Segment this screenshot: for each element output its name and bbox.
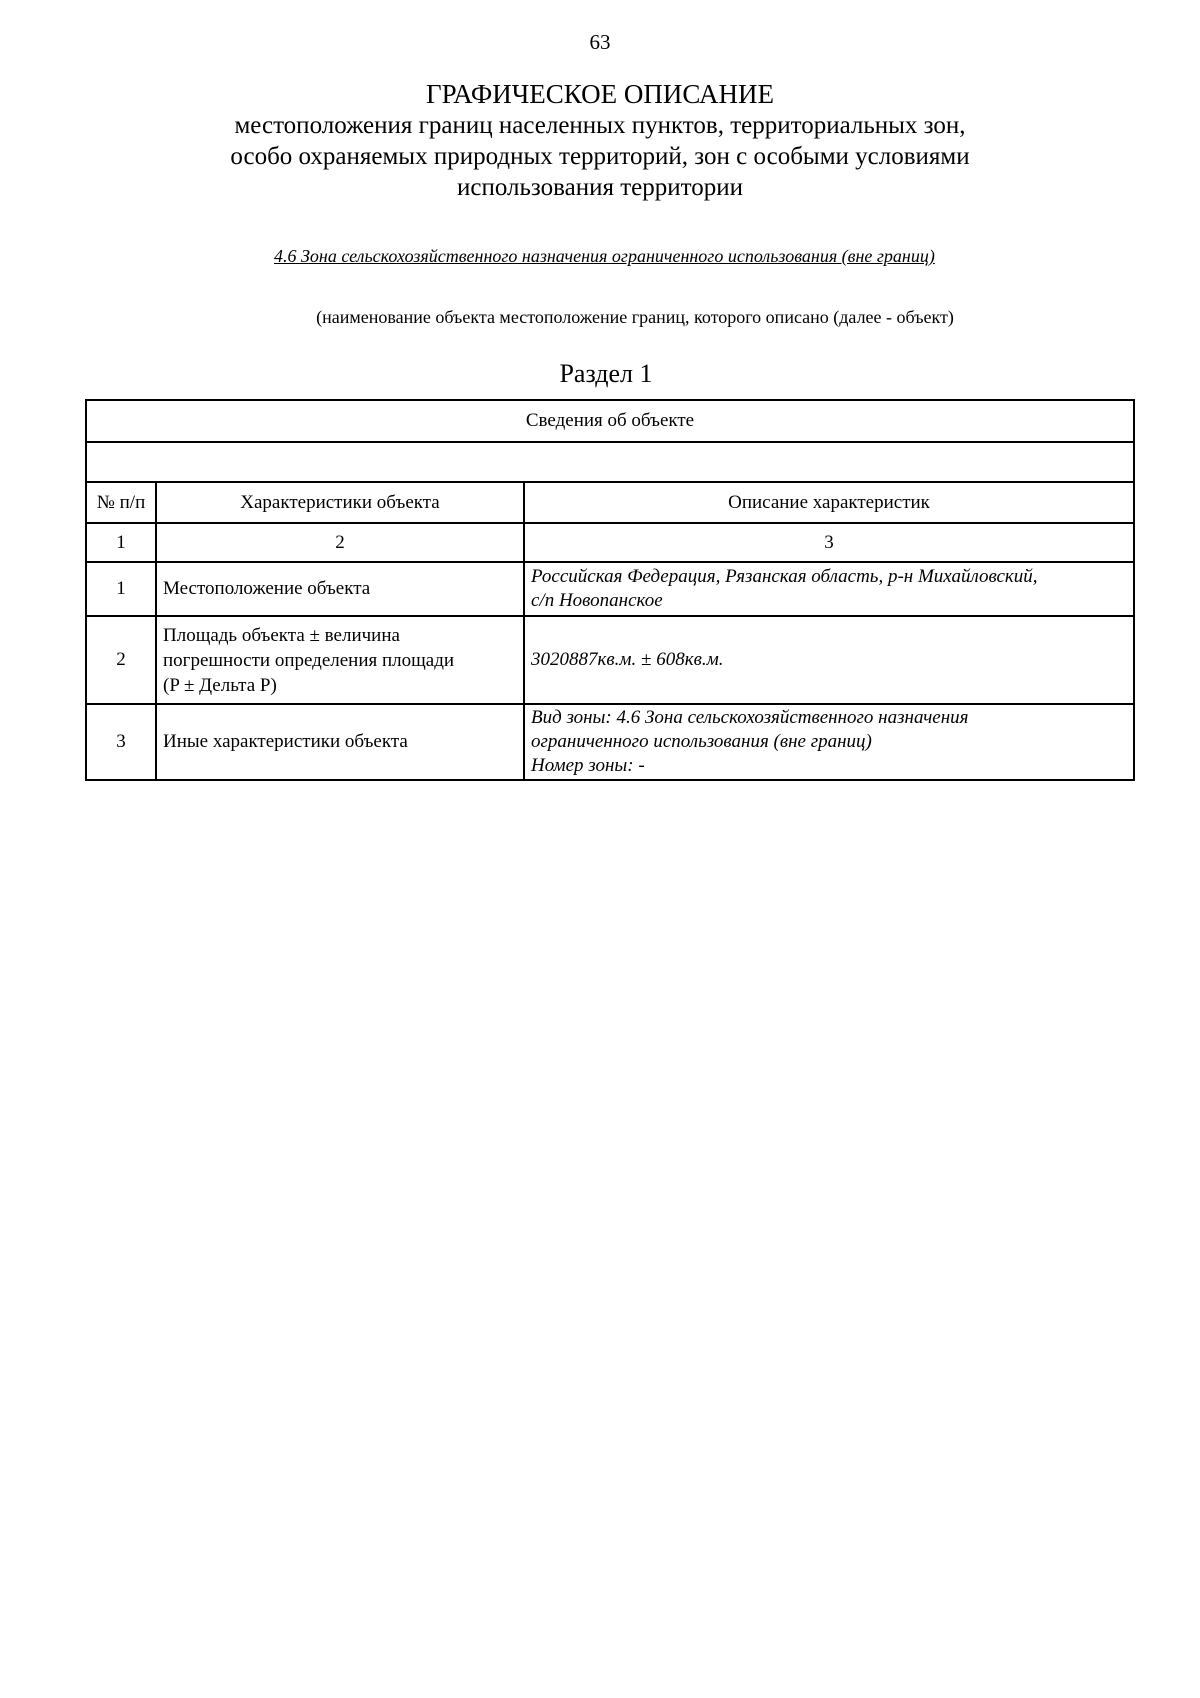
row-description xyxy=(524,704,1134,780)
table-column-index-row xyxy=(86,523,1134,562)
characteristic-line: Площадь объекта ± величина xyxy=(163,624,400,646)
section-title: Раздел 1 xyxy=(559,359,653,388)
table-empty-cell xyxy=(86,442,1134,482)
column-header-number: № п/п xyxy=(86,482,156,523)
row-description xyxy=(524,562,1134,616)
table-column-headers xyxy=(86,482,1134,523)
characteristic-line: погрешности определения площади xyxy=(163,649,455,671)
characteristic-line: (P ± Дельта P) xyxy=(163,674,277,696)
object-name: 4.6 Зона сельскохозяйственного назначения ограниченного использования (вне границ) xyxy=(274,246,935,266)
description-line: с/п Новопанское xyxy=(531,590,663,611)
row-characteristic: Местоположение объекта xyxy=(156,562,524,616)
object-name-caption: (наименование объекта местоположение границ, которого описано (далее - объект) xyxy=(316,307,954,327)
description-line: ограниченного использования (вне границ) xyxy=(531,731,872,752)
object-info-table xyxy=(85,399,1135,781)
row-number: 3 xyxy=(86,704,156,780)
document-subtitle: местоположения границ населенных пунктов, территориальных зон, особо охраняемых природных территорий, зон с особыми условиями использования территории xyxy=(230,112,970,201)
table-empty-row xyxy=(86,442,1134,482)
table-row xyxy=(86,562,1134,616)
document-title: ГРАФИЧЕСКОЕ ОПИСАНИЕ xyxy=(425,79,775,109)
title-block xyxy=(0,78,1200,203)
row-characteristic: Иные характеристики объекта xyxy=(156,704,524,780)
row-characteristic xyxy=(156,616,524,704)
column-index-3: 3 xyxy=(524,523,1134,562)
row-number: 2 xyxy=(86,616,156,704)
description-line: Номер зоны: - xyxy=(531,755,645,776)
table-row xyxy=(86,704,1134,780)
page-number: 63 xyxy=(589,30,611,54)
description-line: Вид зоны: 4.6 Зона сельскохозяйственного назначения xyxy=(531,707,969,728)
column-index-2: 2 xyxy=(156,523,524,562)
table-header-row xyxy=(86,400,1134,442)
column-index-1: 1 xyxy=(86,523,156,562)
row-description: 3020887кв.м. ± 608кв.м. xyxy=(524,616,1134,704)
table-row xyxy=(86,616,1134,704)
column-header-characteristic: Характеристики объекта xyxy=(156,482,524,523)
table-header: Сведения об объекте xyxy=(86,400,1134,442)
row-number: 1 xyxy=(86,562,156,616)
description-line: Российская Федерация, Рязанская область, р-н Михайловский, xyxy=(531,566,1038,587)
column-header-description: Описание характеристик xyxy=(524,482,1134,523)
